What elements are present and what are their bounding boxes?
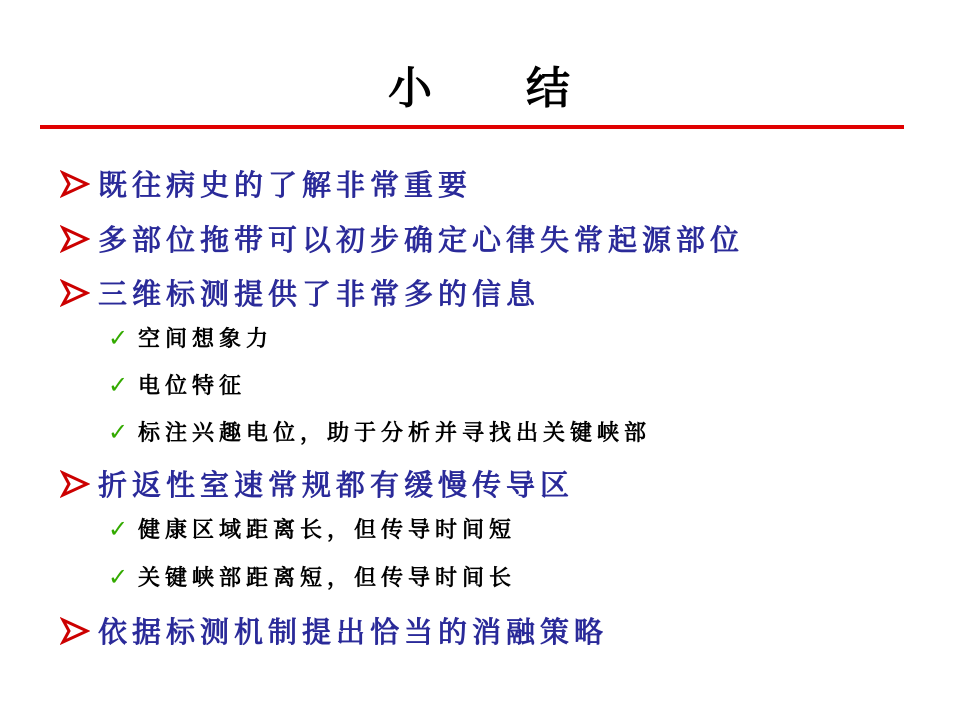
arrow-bullet-icon	[60, 470, 90, 498]
sub-bullet-text: 电位特征	[138, 374, 247, 399]
sub-bullet-text: 关键峡部距离短，但传导时间长	[138, 566, 517, 591]
sub-bullet-text: 空间想象力	[138, 327, 274, 352]
sub-bullet-item	[108, 513, 516, 544]
sub-bullet-text: 标注兴趣电位，助于分析并寻找出关键峡部	[138, 421, 652, 446]
bullet-text: 多部位拖带可以初步确定心律失常起源部位	[98, 223, 745, 257]
arrow-bullet-icon	[60, 225, 90, 253]
slide-title: 小 结	[388, 63, 572, 114]
sub-bullet-item	[108, 322, 273, 353]
bullet-item	[60, 272, 540, 313]
check-icon: ✓	[108, 323, 129, 352]
sub-bullet-item	[108, 369, 246, 400]
arrow-bullet-icon	[60, 279, 90, 307]
check-icon: ✓	[108, 417, 129, 446]
check-icon: ✓	[108, 562, 129, 591]
check-icon: ✓	[108, 514, 129, 543]
sub-bullet-item	[108, 561, 516, 592]
sub-bullet-item	[108, 416, 651, 447]
bullet-item	[60, 163, 472, 204]
title-divider	[40, 125, 904, 129]
bullet-text: 依据标测机制提出恰当的消融策略	[98, 615, 609, 649]
bullet-text: 折返性室速常规都有缓慢传导区	[98, 468, 575, 502]
bullet-text: 三维标测提供了非常多的信息	[98, 277, 541, 311]
bullet-item	[60, 610, 608, 651]
arrow-bullet-icon	[60, 170, 90, 198]
arrow-bullet-icon	[60, 617, 90, 645]
bullet-item	[60, 218, 744, 259]
sub-bullet-text: 健康区域距离长，但传导时间短	[138, 518, 517, 543]
check-icon: ✓	[108, 370, 129, 399]
bullet-text: 既往病史的了解非常重要	[98, 168, 473, 202]
bullet-item	[60, 463, 574, 504]
